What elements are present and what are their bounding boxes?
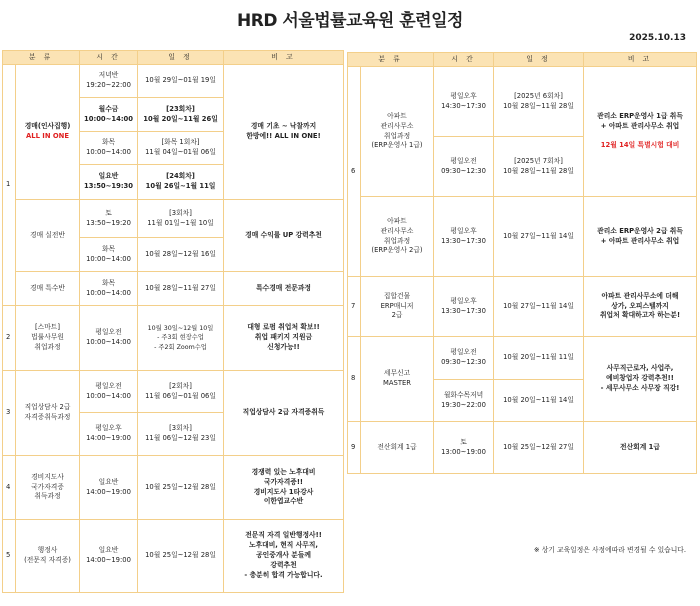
course-time: 화목 10:00~14:00 bbox=[80, 272, 138, 306]
course-time: 평일오전 09:30~12:30 bbox=[434, 337, 494, 380]
course-schedule: [23회차] 10월 20일~11월 26일 bbox=[138, 98, 224, 132]
issue-date: 2025.10.13 bbox=[629, 33, 686, 43]
course-time: 평일오전 10:00~14:00 bbox=[80, 306, 138, 371]
course-note: 관리소 ERP운영사 1급 취득 + 아파트 관리사무소 취업 12월 14일 특별시험 대비 bbox=[584, 67, 697, 197]
course-time: 일요반 14:00~19:00 bbox=[80, 456, 138, 520]
course-time: 일요반 13:50~19:30 bbox=[80, 165, 138, 200]
course-note: 아파트 관리사무소에 더해 상가, 오피스텔까지 취업처 확대하고자 하는분! bbox=[584, 277, 697, 337]
table-row bbox=[3, 306, 344, 371]
course-note: 직업상담사 2급 자격증취득 bbox=[224, 371, 344, 456]
table-row bbox=[348, 67, 697, 137]
table-row bbox=[348, 337, 697, 380]
group-number: 3 bbox=[3, 371, 16, 456]
course-schedule: 10월 27일~11월 14일 bbox=[494, 277, 584, 337]
course-time: 평일오전 09:30~12:30 bbox=[434, 137, 494, 197]
group-number: 4 bbox=[3, 456, 16, 520]
course-name: 경비지도사 국가자격증 취득과정 bbox=[16, 456, 80, 520]
group-number: 6 bbox=[348, 67, 361, 277]
course-schedule: [3회차] 11월 06일~12월 23일 bbox=[138, 413, 224, 456]
course-schedule: [24회차] 10월 26일~1월 11일 bbox=[138, 165, 224, 200]
course-time: 화목 10:00~14:00 bbox=[80, 132, 138, 165]
course-note: 관리소 ERP운영사 2급 취득 + 아파트 관리사무소 취업 bbox=[584, 197, 697, 277]
course-schedule: [2025년 7회차] 10월 28일~11월 28일 bbox=[494, 137, 584, 197]
course-schedule: [2회차] 11월 06일~01월 06일 bbox=[138, 371, 224, 413]
header-schedule: 일 정 bbox=[138, 51, 224, 65]
group-number: 9 bbox=[348, 422, 361, 474]
schedule-table-right bbox=[347, 52, 697, 474]
course-time: 토 13:00~19:00 bbox=[434, 422, 494, 474]
course-schedule: 10월 25일~12월 28일 bbox=[138, 520, 224, 593]
header-category: 분 류 bbox=[348, 53, 434, 67]
table-row bbox=[348, 277, 697, 337]
header-schedule: 일 정 bbox=[494, 53, 584, 67]
table-row bbox=[3, 456, 344, 520]
table-row bbox=[3, 65, 344, 98]
table-row bbox=[348, 197, 697, 277]
course-time: 저녁반 19:20~22:00 bbox=[80, 65, 138, 98]
course-name: 아파트 관리사무소 취업과정 (ERP운영사 2급) bbox=[361, 197, 434, 277]
course-name: [스마트] 법률사무원 취업과정 bbox=[16, 306, 80, 371]
course-schedule: 10월 25일~12월 27일 bbox=[494, 422, 584, 474]
header-note: 비 고 bbox=[584, 53, 697, 67]
group-number: 1 bbox=[3, 65, 16, 306]
course-note: 특수경매 전문과정 bbox=[224, 272, 344, 306]
course-schedule: 10월 28일~12월 16일 bbox=[138, 238, 224, 272]
table-row bbox=[348, 422, 697, 474]
course-time: 평일오후 14:30~17:30 bbox=[434, 67, 494, 137]
course-schedule: [화목 1회차] 11월 04일~01월 06일 bbox=[138, 132, 224, 165]
group-number: 7 bbox=[348, 277, 361, 337]
course-name: 경매 실전반 bbox=[16, 200, 80, 272]
course-note: 경매 수익률 UP 강력추천 bbox=[224, 200, 344, 272]
course-schedule: [2025년 6회차] 10월 28일~11월 28일 bbox=[494, 67, 584, 137]
course-note: 전산회계 1급 bbox=[584, 422, 697, 474]
course-note: 대형 로펌 취업처 확보!! 취업 패키지 지원금 신청가능!! bbox=[224, 306, 344, 371]
schedule-table-left bbox=[2, 50, 344, 593]
header-time: 시 간 bbox=[80, 51, 138, 65]
course-time: 화목 10:00~14:00 bbox=[80, 238, 138, 272]
table-row bbox=[3, 520, 344, 593]
course-schedule: 10월 20일~11월 14일 bbox=[494, 380, 584, 422]
page-title: HRD 서울법률교육원 훈련일정 bbox=[237, 11, 463, 31]
course-note: 경쟁력 있는 노후대비 국가자격증!! 경비지도사 1타강사 이한엽교수반 bbox=[224, 456, 344, 520]
table-header-row bbox=[3, 51, 344, 65]
table-header-row bbox=[348, 53, 697, 67]
course-time: 평일오후 13:30~17:30 bbox=[434, 277, 494, 337]
course-time: 월화수목저녁 19:30~22:00 bbox=[434, 380, 494, 422]
group-number: 8 bbox=[348, 337, 361, 422]
course-time: 평일오전 10:00~14:00 bbox=[80, 371, 138, 413]
course-schedule: 10월 30일~12월 10일 - 주3회 현장수업 - 주2회 Zoom수업 bbox=[138, 306, 224, 371]
course-note: 전문직 자격 일반행정사!! 노후대비, 현직 사무직, 공인중개사 분들께 강력추천 - 충분히 합격 가능합니다. bbox=[224, 520, 344, 593]
course-schedule: 10월 27일~11월 14일 bbox=[494, 197, 584, 277]
footnote: ※ 상기 교육일정은 사정에따라 변경될 수 있습니다. bbox=[533, 546, 686, 554]
group-number: 2 bbox=[3, 306, 16, 371]
course-time: 월수금 10:00~14:00 bbox=[80, 98, 138, 132]
header-category: 분 류 bbox=[3, 51, 80, 65]
table-row bbox=[3, 371, 344, 413]
course-time: 평일오후 14:00~19:00 bbox=[80, 413, 138, 456]
course-schedule: 10월 29일~01월 19일 bbox=[138, 65, 224, 98]
course-name: 직업상담사 2급 자격증취득과정 bbox=[16, 371, 80, 456]
group-number: 5 bbox=[3, 520, 16, 593]
course-note: 경매 기초 ~ 낙찰까지 한방에!! ALL IN ONE! bbox=[224, 65, 344, 200]
course-schedule: 10월 20일~11월 11일 bbox=[494, 337, 584, 380]
course-name: 아파트 관리사무소 취업과정 (ERP운영사 1급) bbox=[361, 67, 434, 197]
course-time: 평일오후 13:30~17:30 bbox=[434, 197, 494, 277]
course-time: 토 13:50~19:20 bbox=[80, 200, 138, 238]
course-schedule: 10월 28일~11월 27일 bbox=[138, 272, 224, 306]
header-note: 비 고 bbox=[224, 51, 344, 65]
table-row bbox=[3, 200, 344, 238]
course-time: 일요반 14:00~19:00 bbox=[80, 520, 138, 593]
course-schedule: [3회차] 11월 01일~1월 10일 bbox=[138, 200, 224, 238]
course-name: 행정사 (전문직 자격증) bbox=[16, 520, 80, 593]
course-name: 전산회계 1급 bbox=[361, 422, 434, 474]
course-note: 사무직근로자, 사업주, 예비창업자 강력추천!! - 세무사무소 사무장 직강! bbox=[584, 337, 697, 422]
header-time: 시 간 bbox=[434, 53, 494, 67]
course-name: 세무신고 MASTER bbox=[361, 337, 434, 422]
course-name: 경매 특수반 bbox=[16, 272, 80, 306]
course-schedule: 10월 25일~12월 28일 bbox=[138, 456, 224, 520]
table-row bbox=[3, 272, 344, 306]
course-name: 집합건물 ERP매니저 2급 bbox=[361, 277, 434, 337]
course-name: 경매(인사집행) ALL IN ONE bbox=[16, 65, 80, 200]
